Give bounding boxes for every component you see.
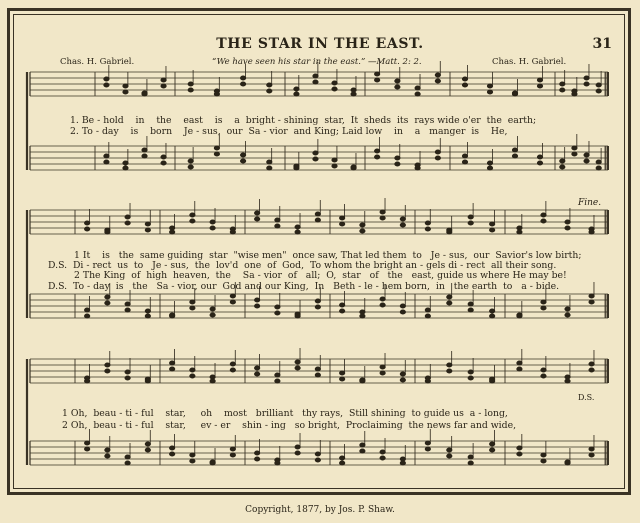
notehead [462, 160, 467, 164]
notehead [447, 448, 452, 452]
system1-lyric-verse2: 2. To - day is born Je - sus, our Sa - vior and King; Laid low in a manger is He, [70, 126, 508, 137]
notehead [170, 361, 175, 365]
notehead [85, 308, 90, 312]
notehead [123, 90, 128, 94]
notehead [230, 453, 235, 457]
notehead [565, 379, 570, 383]
notehead [161, 155, 166, 159]
notehead [541, 219, 546, 223]
notehead [313, 151, 318, 155]
notehead [255, 217, 260, 221]
notehead [313, 80, 318, 84]
notehead [517, 361, 522, 365]
notehead [537, 161, 542, 165]
notehead [188, 82, 193, 86]
notehead [425, 441, 430, 445]
notehead [125, 221, 130, 225]
notehead [589, 453, 594, 457]
notehead [351, 92, 356, 96]
system2-lyric-ds1: D.S. Di - rect us to Je - sus, the lov'd one of God, To whom the bright an - gels di - rect all their song. [48, 260, 557, 271]
notehead [490, 448, 495, 452]
notehead [447, 230, 452, 234]
notehead [230, 362, 235, 366]
notehead [490, 222, 495, 226]
notehead [425, 447, 430, 451]
notehead [295, 445, 300, 449]
notehead [210, 379, 215, 383]
notehead [395, 156, 400, 160]
notehead [123, 84, 128, 88]
notehead [541, 300, 546, 304]
ds-marking: D.S. [578, 393, 595, 402]
notehead [468, 461, 473, 465]
notehead [565, 226, 570, 230]
notehead [210, 226, 215, 230]
notehead [104, 160, 109, 164]
notehead [490, 228, 495, 232]
notehead [400, 378, 405, 382]
notehead [565, 220, 570, 224]
notehead [125, 302, 130, 306]
notehead [572, 92, 577, 96]
notehead [541, 453, 546, 457]
notehead [487, 161, 492, 165]
notehead [255, 304, 260, 308]
notehead [425, 227, 430, 231]
notehead [360, 223, 365, 227]
notehead [170, 230, 175, 234]
notehead [85, 314, 90, 318]
notehead [161, 84, 166, 88]
notehead [295, 451, 300, 455]
notehead [487, 84, 492, 88]
notehead [255, 451, 260, 455]
composer-left: Chas. H. Gabriel. [60, 57, 135, 67]
notehead [85, 441, 90, 445]
notehead [313, 157, 318, 161]
notehead [360, 449, 365, 453]
notehead [188, 88, 193, 92]
notehead [275, 218, 280, 222]
notehead [565, 375, 570, 379]
notehead [340, 303, 345, 307]
notehead [490, 309, 495, 313]
notehead [447, 295, 452, 299]
notehead [447, 454, 452, 458]
notehead [315, 305, 320, 309]
notehead [468, 308, 473, 312]
notehead [400, 461, 405, 465]
notehead [275, 373, 280, 377]
notehead [537, 78, 542, 82]
notehead [190, 219, 195, 223]
notehead [145, 442, 150, 446]
notehead [589, 230, 594, 234]
notehead [214, 152, 219, 156]
notehead [240, 76, 245, 80]
notehead [230, 230, 235, 234]
system1-lyric-verse1: 1. Be - hold in the east is a bright - shining star, It sheds its rays wide o'er the earth; [70, 115, 537, 126]
notehead [541, 306, 546, 310]
notehead [490, 314, 495, 318]
notehead [560, 159, 565, 163]
notehead [395, 162, 400, 166]
hymn-title: THE STAR IN THE EAST. [216, 36, 424, 52]
notehead [560, 88, 565, 92]
notehead [596, 83, 601, 87]
notehead [170, 226, 175, 230]
notehead [565, 461, 570, 465]
notehead [104, 77, 109, 81]
notehead [490, 379, 495, 383]
notehead [584, 153, 589, 157]
notehead [267, 89, 272, 93]
notehead [340, 309, 345, 313]
notehead [240, 82, 245, 86]
notehead [360, 443, 365, 447]
notehead [145, 222, 150, 226]
notehead [468, 221, 473, 225]
notehead [512, 154, 517, 158]
notehead [400, 457, 405, 461]
notehead [435, 73, 440, 77]
notehead [190, 459, 195, 463]
notehead [230, 447, 235, 451]
notehead [142, 92, 147, 96]
notehead [360, 310, 365, 314]
composer-right: Chas. H. Gabriel. [492, 57, 567, 67]
notehead [340, 377, 345, 381]
notehead [275, 305, 280, 309]
notehead [400, 310, 405, 314]
notehead [380, 216, 385, 220]
notehead [142, 148, 147, 152]
notehead [468, 302, 473, 306]
notehead [190, 300, 195, 304]
notehead [332, 87, 337, 91]
notehead [123, 161, 128, 165]
notehead [105, 301, 110, 305]
notehead [435, 79, 440, 83]
notehead [340, 461, 345, 465]
notehead [584, 76, 589, 80]
notehead [380, 303, 385, 307]
notehead [85, 221, 90, 225]
notehead [537, 155, 542, 159]
system2-lyric-ds2: D.S. To - day is the Sa - vior, our God and our King, In Beth - le - hem born, in the earth to a - bide. [48, 281, 560, 292]
notehead [517, 452, 522, 456]
notehead [125, 461, 130, 465]
notehead [313, 74, 318, 78]
notehead [517, 314, 522, 318]
notehead [240, 153, 245, 157]
notehead [255, 372, 260, 376]
notehead [596, 89, 601, 93]
notehead [210, 307, 215, 311]
notehead [295, 314, 300, 318]
notehead [145, 228, 150, 232]
notehead [468, 376, 473, 380]
notehead [375, 155, 380, 159]
notehead [145, 309, 150, 313]
notehead [589, 300, 594, 304]
notehead [105, 295, 110, 299]
notehead [468, 370, 473, 374]
notehead [125, 215, 130, 219]
notehead [462, 154, 467, 158]
notehead [435, 156, 440, 160]
notehead [170, 367, 175, 371]
notehead [315, 299, 320, 303]
notehead [541, 368, 546, 372]
notehead [400, 372, 405, 376]
notehead [351, 166, 356, 170]
notehead [240, 159, 245, 163]
notehead [572, 152, 577, 156]
notehead [214, 92, 219, 96]
notehead [375, 78, 380, 82]
notehead [105, 369, 110, 373]
notehead [315, 218, 320, 222]
notehead [295, 366, 300, 370]
notehead [332, 164, 337, 168]
notehead [315, 212, 320, 216]
notehead [161, 78, 166, 82]
notehead [360, 379, 365, 383]
notehead [125, 370, 130, 374]
notehead [315, 373, 320, 377]
notehead [565, 307, 570, 311]
notehead [267, 160, 272, 164]
notehead [267, 83, 272, 87]
notehead [332, 81, 337, 85]
notehead [425, 314, 430, 318]
notehead [170, 314, 175, 318]
notehead [537, 84, 542, 88]
notehead [188, 159, 193, 163]
page-number: 31 [592, 36, 612, 52]
notehead [340, 216, 345, 220]
notehead [190, 453, 195, 457]
notehead [104, 83, 109, 87]
notehead [490, 442, 495, 446]
notehead [380, 297, 385, 301]
notehead [294, 166, 299, 170]
notehead [425, 308, 430, 312]
notehead [596, 160, 601, 164]
notehead [210, 313, 215, 317]
notehead [104, 154, 109, 158]
system2-lyric-1: 1 It is the same guiding star "wise men" once saw, That led them to Je - sus, our Savior's low birth; [74, 250, 582, 261]
notehead [85, 379, 90, 383]
notehead [380, 371, 385, 375]
notehead [541, 459, 546, 463]
notehead [190, 213, 195, 217]
notehead [255, 211, 260, 215]
notehead [560, 165, 565, 169]
notehead [375, 149, 380, 153]
notehead [447, 363, 452, 367]
notehead [170, 452, 175, 456]
notehead [340, 371, 345, 375]
notehead [170, 446, 175, 450]
notehead [255, 366, 260, 370]
notehead [380, 450, 385, 454]
notehead [105, 454, 110, 458]
notehead [267, 166, 272, 170]
notehead [400, 217, 405, 221]
notehead [123, 166, 128, 170]
notehead [125, 376, 130, 380]
notehead [85, 447, 90, 451]
notehead [415, 166, 420, 170]
notehead [105, 230, 110, 234]
notehead [332, 158, 337, 162]
notehead [425, 221, 430, 225]
notehead [447, 369, 452, 373]
notehead [295, 230, 300, 234]
notehead [295, 360, 300, 364]
fine-marking: Fine. [578, 198, 602, 208]
notehead [315, 458, 320, 462]
notehead [584, 82, 589, 86]
notehead [275, 379, 280, 383]
notehead [425, 379, 430, 383]
notehead [294, 92, 299, 96]
notehead [589, 447, 594, 451]
notehead [415, 92, 420, 96]
scripture-reference: “We have seen his star in the east.” —Matt. 2: 2. [212, 57, 422, 67]
notehead [512, 148, 517, 152]
notehead [190, 374, 195, 378]
notehead [487, 166, 492, 170]
notehead [400, 223, 405, 227]
notehead [447, 301, 452, 305]
notehead [360, 314, 365, 318]
notehead [517, 226, 522, 230]
notehead [487, 90, 492, 94]
notehead [351, 88, 356, 92]
notehead [145, 379, 150, 383]
notehead [360, 229, 365, 233]
notehead [230, 294, 235, 298]
notehead [190, 306, 195, 310]
notehead [517, 230, 522, 234]
notehead [105, 448, 110, 452]
notehead [400, 304, 405, 308]
system3-lyric-verse1: 1 Oh, beau - ti - ful star, oh most brilliant thy rays, Still shining to guide us a - long, [62, 408, 508, 419]
notehead [275, 224, 280, 228]
notehead [255, 457, 260, 461]
notehead [512, 92, 517, 96]
copyright-notice: Copyright, 1877, by Jos. P. Shaw. [245, 505, 395, 515]
notehead [380, 365, 385, 369]
notehead [435, 150, 440, 154]
notehead [340, 456, 345, 460]
notehead [589, 368, 594, 372]
notehead [210, 461, 215, 465]
notehead [255, 298, 260, 302]
notehead [380, 456, 385, 460]
notehead [517, 367, 522, 371]
notehead [340, 222, 345, 226]
notehead [145, 448, 150, 452]
notehead [541, 374, 546, 378]
notehead [565, 313, 570, 317]
notehead [214, 146, 219, 150]
notehead [125, 308, 130, 312]
notehead [395, 79, 400, 83]
notehead [161, 161, 166, 165]
notehead [572, 146, 577, 150]
notehead [468, 215, 473, 219]
notehead [462, 83, 467, 87]
notehead [85, 227, 90, 231]
notehead [315, 452, 320, 456]
notehead [295, 225, 300, 229]
notehead [125, 455, 130, 459]
notehead [468, 455, 473, 459]
notehead [415, 86, 420, 90]
notehead [517, 446, 522, 450]
notehead [596, 166, 601, 170]
notehead [395, 85, 400, 89]
notehead [230, 300, 235, 304]
notehead [210, 375, 215, 379]
system2-lyric-2: 2 The King of high heaven, the Sa - vior of all; O, star of the east, guide us where He may be! [74, 270, 567, 281]
notehead [105, 363, 110, 367]
notehead [294, 87, 299, 91]
notehead [380, 210, 385, 214]
notehead [560, 82, 565, 86]
notehead [190, 368, 195, 372]
notehead [145, 314, 150, 318]
notehead [589, 362, 594, 366]
notehead [142, 154, 147, 158]
notehead [188, 165, 193, 169]
notehead [315, 367, 320, 371]
system3-lyric-verse2: 2 Oh, beau - ti - ful star, ev - er shin - ing so bright, Proclaiming the news far and wide, [62, 420, 517, 431]
notehead [275, 461, 280, 465]
notehead [584, 159, 589, 163]
notehead [589, 294, 594, 298]
notehead [230, 368, 235, 372]
notehead [210, 220, 215, 224]
notehead [541, 213, 546, 217]
notehead [375, 72, 380, 76]
notehead [462, 77, 467, 81]
notehead [275, 311, 280, 315]
